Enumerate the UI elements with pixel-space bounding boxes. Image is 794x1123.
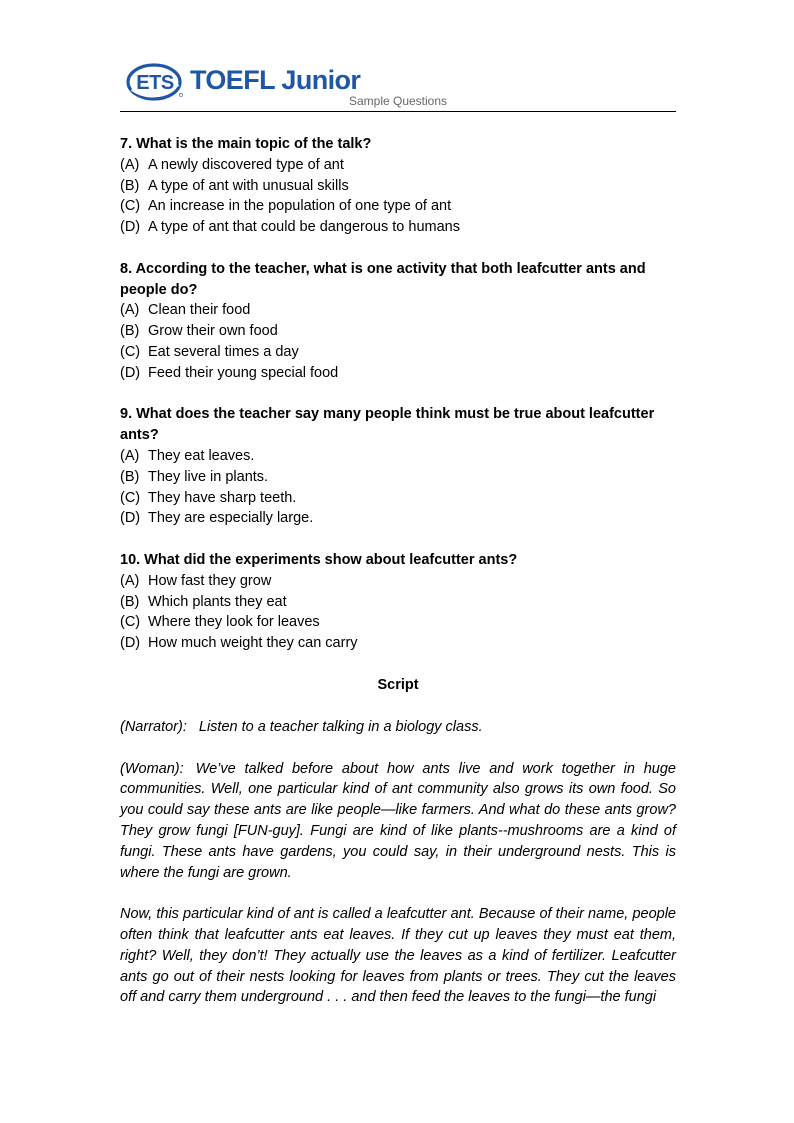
option-letter: (C) bbox=[120, 343, 141, 360]
option-a bbox=[120, 446, 676, 467]
option-b bbox=[120, 176, 676, 197]
script-body bbox=[120, 717, 676, 1029]
question-8 bbox=[120, 259, 676, 384]
header-divider bbox=[120, 111, 676, 112]
question-text: 8. According to the teacher, what is one activity that both leafcutter ants and people do? bbox=[120, 260, 646, 298]
option-letter: (D) bbox=[120, 635, 141, 652]
option-d bbox=[120, 508, 676, 529]
option-c bbox=[120, 342, 676, 363]
narrator-speaker-label: (Narrator): bbox=[120, 719, 187, 735]
option-text: They live in plants. bbox=[148, 468, 269, 485]
option-text: Eat several times a day bbox=[148, 343, 299, 360]
option-d bbox=[120, 217, 676, 238]
script-paragraph-3: Now, this particular kind of ant is called a leafcutter ant. Because of their name, people often think that leafcutter ants eat leaves. If they cut up leaves they must eat them, right? Well, they don’t! They actually use the leaves as a kind of fertilizer. Leafcutter ants go out of their nests looking for leaves from plants or trees. They cut the leaves off and carry them underground . . . and then feed the leaves to the fungi—the fungi bbox=[120, 906, 676, 1006]
option-letter: (A) bbox=[120, 572, 140, 589]
option-c bbox=[120, 612, 676, 633]
question-10 bbox=[120, 550, 676, 654]
option-text: They eat leaves. bbox=[148, 447, 255, 464]
option-letter: (B) bbox=[120, 177, 140, 194]
option-text: They have sharp teeth. bbox=[148, 489, 297, 506]
question-9 bbox=[120, 404, 676, 529]
question-7 bbox=[120, 134, 676, 238]
option-text: Grow their own food bbox=[148, 323, 278, 340]
option-b bbox=[120, 592, 676, 613]
option-d bbox=[120, 633, 676, 654]
woman-text: We’ve talked before about how ants live and work together in huge communities. Well, one particular kind of ant community also grows its own food. So you could say these ants are like people—like farmers. And what do these ants grow? They grow fungi [FUN-guy]. Fungi are kind of like plants--mushrooms are a kind of fungi. These ants have gardens, you could say, in their underground nests. This is where the fungi are grown. bbox=[120, 760, 676, 881]
svg-text:ETS: ETS bbox=[136, 72, 174, 94]
option-letter: (B) bbox=[120, 323, 140, 340]
option-text: Where they look for leaves bbox=[148, 614, 320, 631]
narrator-text: Listen to a teacher talking in a biology class. bbox=[198, 719, 483, 735]
question-text: 9. What does the teacher say many people think must be true about leafcutter ants? bbox=[120, 406, 655, 444]
option-text: How much weight they can carry bbox=[148, 635, 358, 652]
option-text: Which plants they eat bbox=[148, 593, 287, 610]
woman-paragraph bbox=[120, 759, 676, 884]
option-text: How fast they grow bbox=[148, 572, 272, 589]
question-text: 7. What is the main topic of the talk? bbox=[120, 136, 372, 152]
option-b bbox=[120, 321, 676, 342]
option-text: A type of ant with unusual skills bbox=[148, 177, 349, 194]
option-text: A newly discovered type of ant bbox=[148, 156, 344, 173]
option-letter: (A) bbox=[120, 302, 140, 319]
option-d bbox=[120, 363, 676, 384]
option-letter: (B) bbox=[120, 593, 140, 610]
toefl-junior-wordmark: TOEFL Junior bbox=[190, 64, 361, 95]
option-b bbox=[120, 467, 676, 488]
option-letter: (D) bbox=[120, 364, 141, 381]
option-text: Clean their food bbox=[148, 302, 251, 319]
option-letter: (D) bbox=[120, 510, 141, 527]
option-a bbox=[120, 571, 676, 592]
option-text: An increase in the population of one type of ant bbox=[148, 198, 452, 215]
option-letter: (B) bbox=[120, 468, 140, 485]
option-letter: (A) bbox=[120, 156, 140, 173]
option-letter: (C) bbox=[120, 198, 141, 215]
option-c bbox=[120, 196, 676, 217]
option-text: A type of ant that could be dangerous to humans bbox=[148, 219, 460, 236]
option-c bbox=[120, 488, 676, 509]
option-letter: (A) bbox=[120, 447, 140, 464]
option-text: They are especially large. bbox=[148, 510, 314, 527]
questions-section bbox=[120, 134, 676, 675]
option-letter: (C) bbox=[120, 489, 141, 506]
narrator-paragraph bbox=[120, 717, 676, 738]
woman-speaker-label: (Woman): bbox=[120, 760, 184, 777]
script-heading: Script bbox=[377, 677, 419, 693]
page-subtitle bbox=[120, 94, 676, 108]
option-a bbox=[120, 300, 676, 321]
page-header bbox=[120, 56, 676, 114]
option-letter: (D) bbox=[120, 219, 141, 236]
option-text: Feed their young special food bbox=[148, 364, 339, 381]
option-letter: (C) bbox=[120, 614, 141, 631]
question-text: 10. What did the experiments show about leafcutter ants? bbox=[120, 551, 518, 568]
option-a bbox=[120, 155, 676, 176]
subtitle-text: Sample Questions bbox=[348, 94, 448, 108]
